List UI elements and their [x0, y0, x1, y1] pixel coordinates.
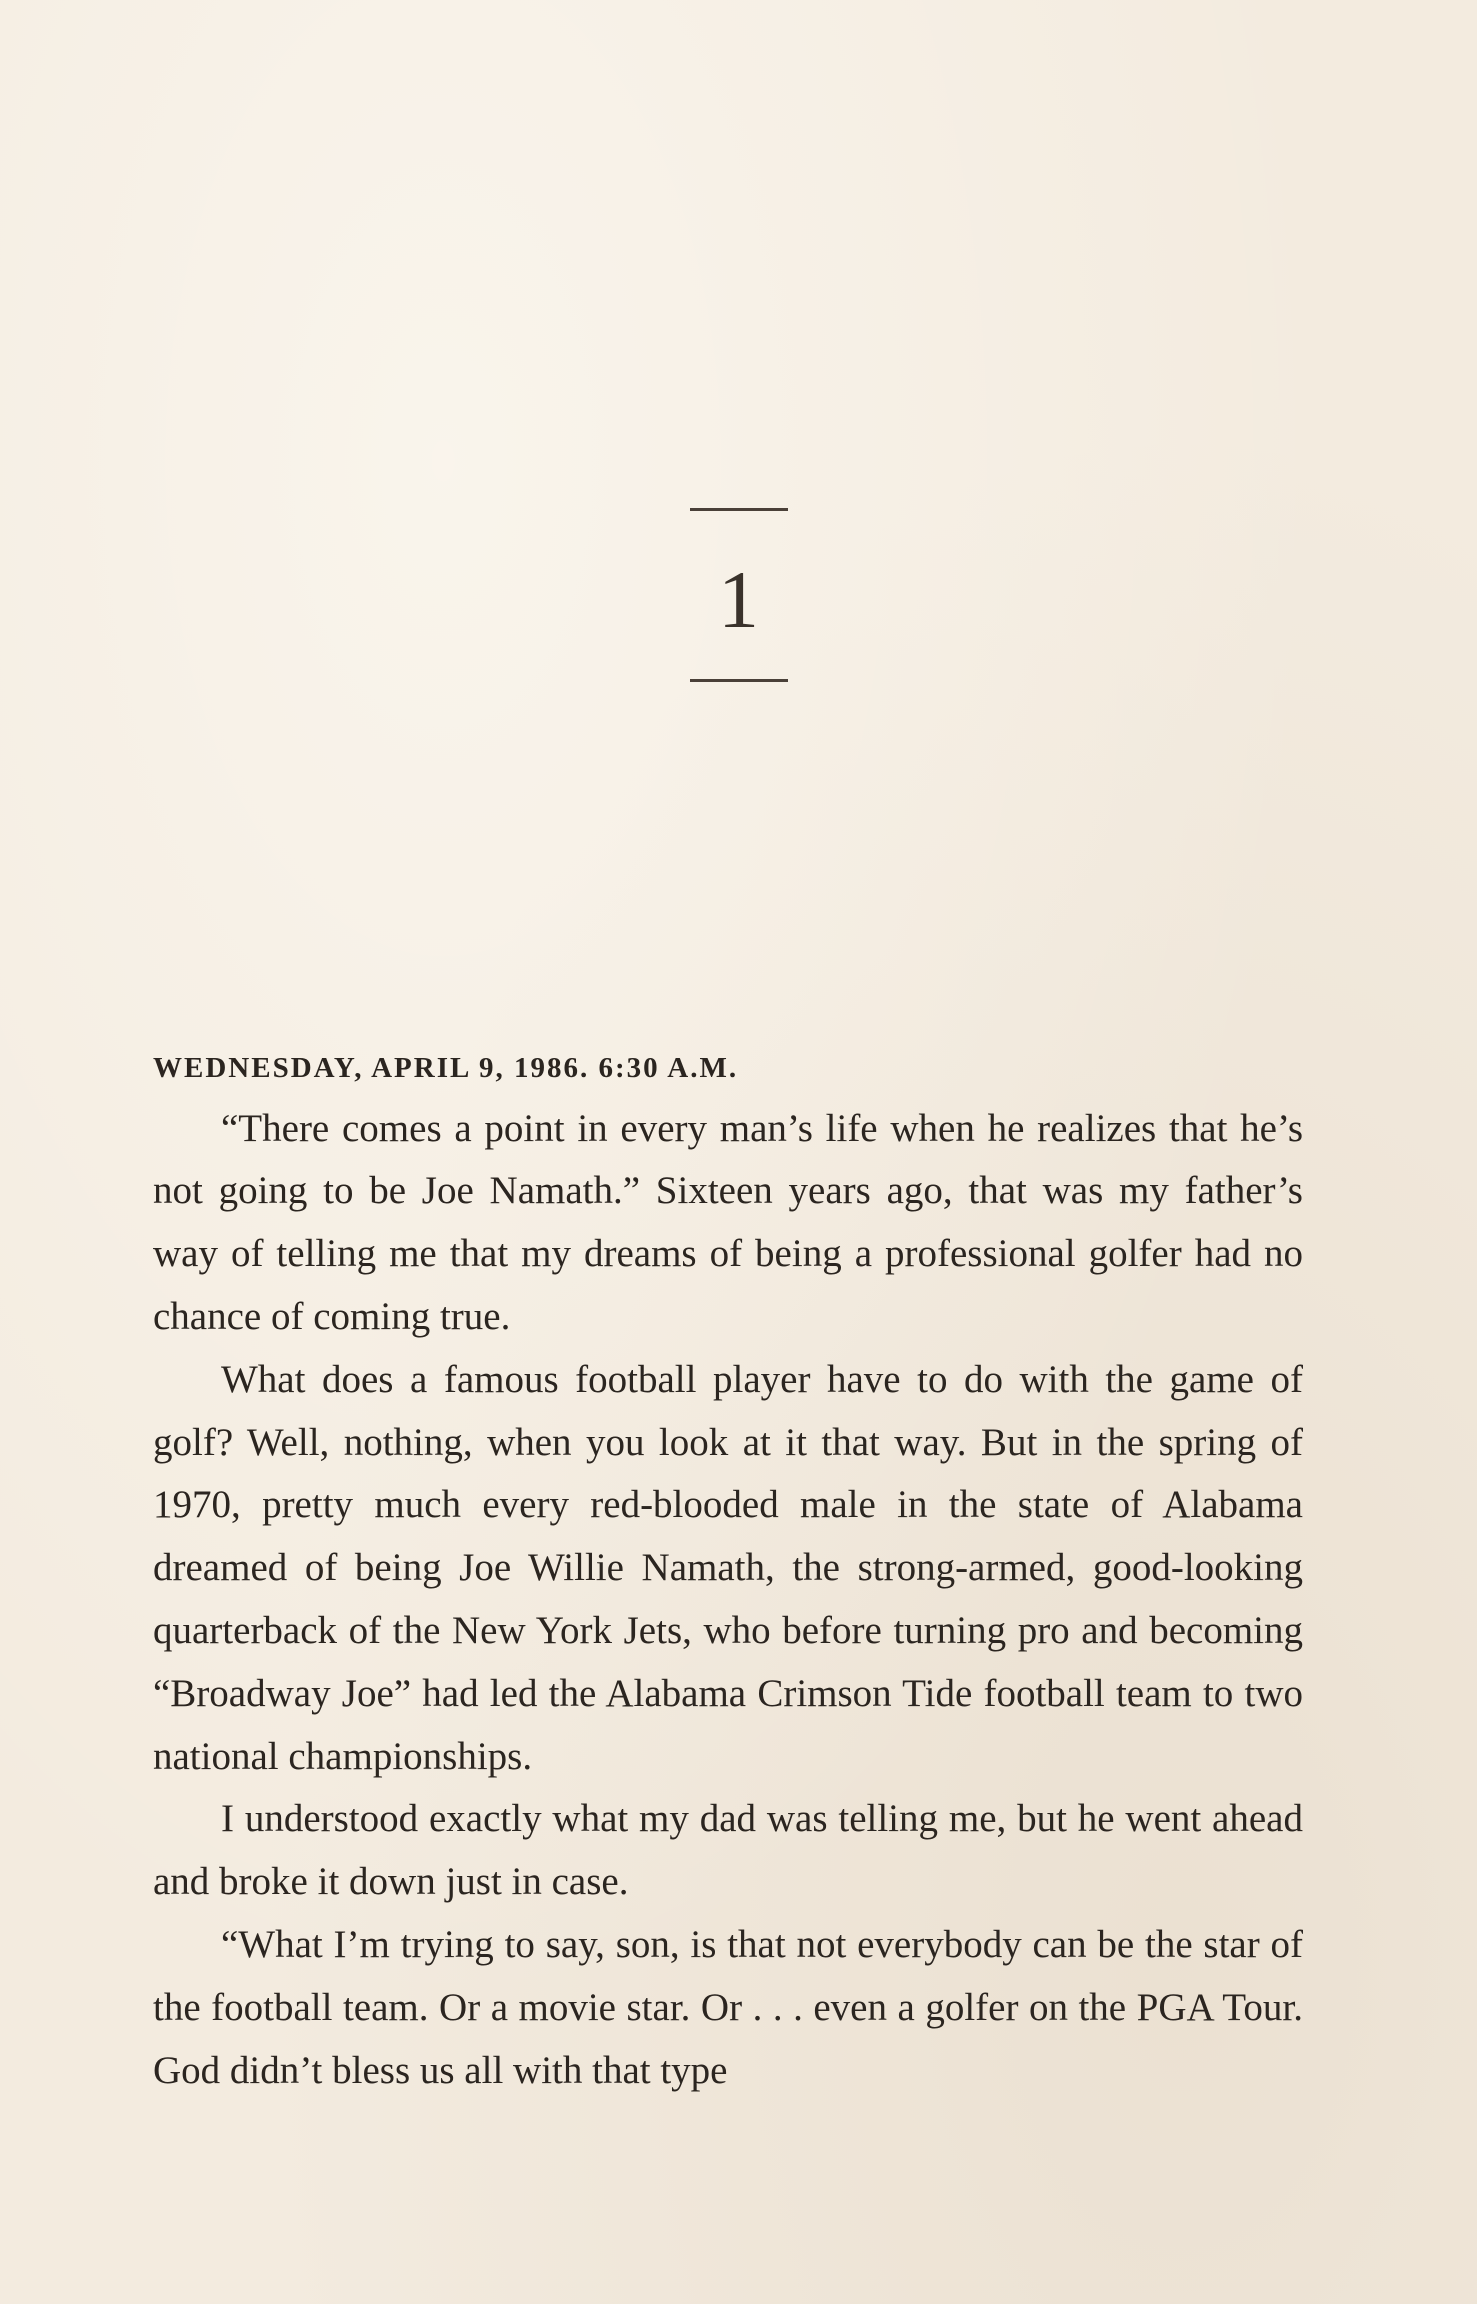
- paragraph: “There comes a point in every man’s life when he realizes that he’s not going to be Joe Namath.” Sixteen years ago, that was my father’s way of telling me that my dreams of being a professional golfer had no chance of coming true.: [153, 1106, 1303, 1339]
- chapter-rule-top: [690, 508, 788, 511]
- section-dateline: WEDNESDAY, APRIL 9, 1986. 6:30 A.M.: [153, 1052, 739, 1084]
- paragraph: “What I’m trying to say, son, is that not everybody can be the star of the football team. Or a movie star. Or . . . even a golfer on the PGA Tour. God didn’t bless us all with that type: [153, 1923, 1303, 2092]
- paragraph: I understood exactly what my dad was telling me, but he went ahead and broke it down just in case.: [153, 1797, 1303, 1904]
- body-text: [153, 1050, 1303, 2102]
- chapter-heading: [0, 508, 1477, 682]
- chapter-number: 1: [718, 554, 759, 645]
- paragraph: What does a famous football player have to do with the game of golf? Well, nothing, when you look at it that way. But in the spring of 1970, pretty much every red-blooded male in the state of Alabama dreamed of being Joe Willie Namath, the strong-armed, good-looking quarterback of the New York Jets, who before turning pro and becoming “Broadway Joe” had led the Alabama Crimson Tide football team to two national championships.: [153, 1357, 1303, 1778]
- chapter-rule-bottom: [690, 679, 788, 682]
